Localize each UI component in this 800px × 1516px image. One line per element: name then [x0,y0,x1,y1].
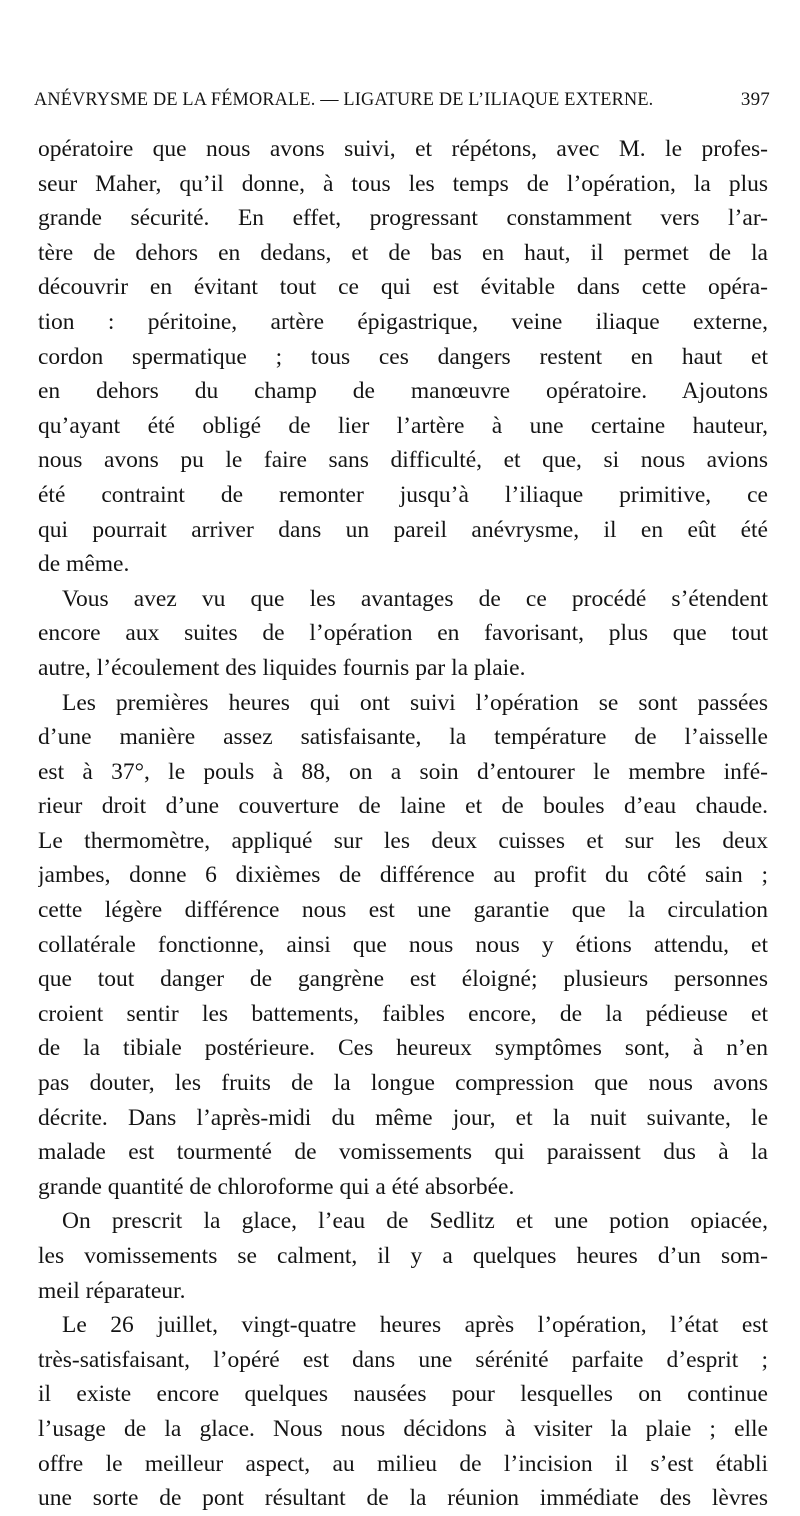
text-line-34: meil réparateur. [38,1277,186,1304]
text-line-29: décrite. Dans l’après-midi du même jour, et la nuit suivante, le [38,1104,768,1131]
text-line-22: jambes, donne 6 dixièmes de différence au profit du côté sain ; [38,862,768,889]
text-line-1: opératoire que nous avons suivi, et répétons, avec M. le profes- [38,136,768,162]
text-line-11: été contraint de remonter jusqu’à l’iliaque primitive, ce [38,481,768,508]
text-line-9: qu’ayant été obligé de lier l’artère à une certaine hauteur, [38,412,768,439]
text-line-31: grande quantité de chloroforme qui a été absorbée. [38,1173,515,1200]
text-line-20: rieur droit d’une couverture de laine et de boules d’eau chaude. [38,793,768,820]
text-line-40: une sorte de pont résultant de la réunion immédiate des lèvres [38,1485,768,1512]
text-line-17: Les premières heures qui ont suivi l’opération se sont passées [62,689,768,716]
text-line-37: il existe encore quelques nausées pour lesquelles on continue [38,1381,768,1408]
text-line-5: découvrir en évitant tout ce qui est évitable dans cette opéra- [38,274,768,301]
text-line-33: les vomissements se calment, il y a quelques heures d’un som- [38,1243,768,1269]
page-number: 397 [740,89,770,110]
text-line-14: Vous avez vu que les avantages de ce procédé s’étendent [62,585,768,612]
text-line-35: Le 26 juillet, vingt-quatre heures après l’opération, l’état est [62,1312,768,1339]
text-line-18: d’une manière assez satisfaisante, la température de l’aisselle [38,724,768,751]
text-line-21: Le thermomètre, appliqué sur les deux cuisses et sur les deux [38,827,768,854]
text-line-10: nous avons pu le faire sans difficulté, et que, si nous avions [38,447,768,474]
body-text [38,132,768,1516]
text-line-3: grande sécurité. En effet, progressant constamment vers l’ar- [38,205,768,232]
text-line-27: de la tibiale postérieure. Ces heureux symptômes sont, à n’en [38,1035,768,1062]
text-line-36: très-satisfaisant, l’opéré est dans une sérénité parfaite d’esprit ; [38,1346,768,1373]
text-line-23: cette légère différence nous est une garantie que la circulation [38,897,768,924]
text-line-16: autre, l’écoulement des liquides fournis par la plaie. [38,654,526,681]
text-line-25: que tout danger de gangrène est éloigné; plusieurs personnes [38,966,768,993]
text-line-8: en dehors du champ de manœuvre opératoire. Ajoutons [38,378,768,405]
text-line-2: seur Maher, qu’il donne, à tous les temps de l’opération, la plus [38,170,768,197]
text-line-12: qui pourrait arriver dans un pareil anévrysme, il en eût été [38,516,768,543]
text-line-24: collatérale fonctionne, ainsi que nous nous y étions attendu, et [38,931,768,958]
text-line-38: l’usage de la glace. Nous nous décidons à visiter la plaie ; elle [38,1415,768,1442]
text-line-15: encore aux suites de l’opération en favorisant, plus que tout [38,620,768,647]
text-line-30: malade est tourmenté de vomissements qui paraissent dus à la [38,1139,768,1166]
text-line-28: pas douter, les fruits de la longue compression que nous avons [38,1070,768,1097]
running-head [34,89,770,119]
running-title: ANÉVRYSME DE LA FÉMORALE. — LIGATURE DE L’ILIAQUE EXTERNE. [34,89,654,110]
text-line-7: cordon spermatique ; tous ces dangers restent en haut et [38,343,768,370]
text-line-6: tion : péritoine, artère épigastrique, veine iliaque externe, [38,308,768,335]
text-line-4: tère de dehors en dedans, et de bas en haut, il permet de la [38,239,768,266]
text-line-39: offre le meilleur aspect, au milieu de l’incision il s’est établi [38,1450,768,1477]
text-line-19: est à 37°, le pouls à 88, on a soin d’entourer le membre infé- [38,758,768,785]
text-line-13: de même. [38,551,130,578]
text-line-26: croient sentir les battements, faibles encore, de la pédieuse et [38,1000,768,1027]
text-line-32: On prescrit la glace, l’eau de Sedlitz et une potion opiacée, [62,1208,768,1235]
